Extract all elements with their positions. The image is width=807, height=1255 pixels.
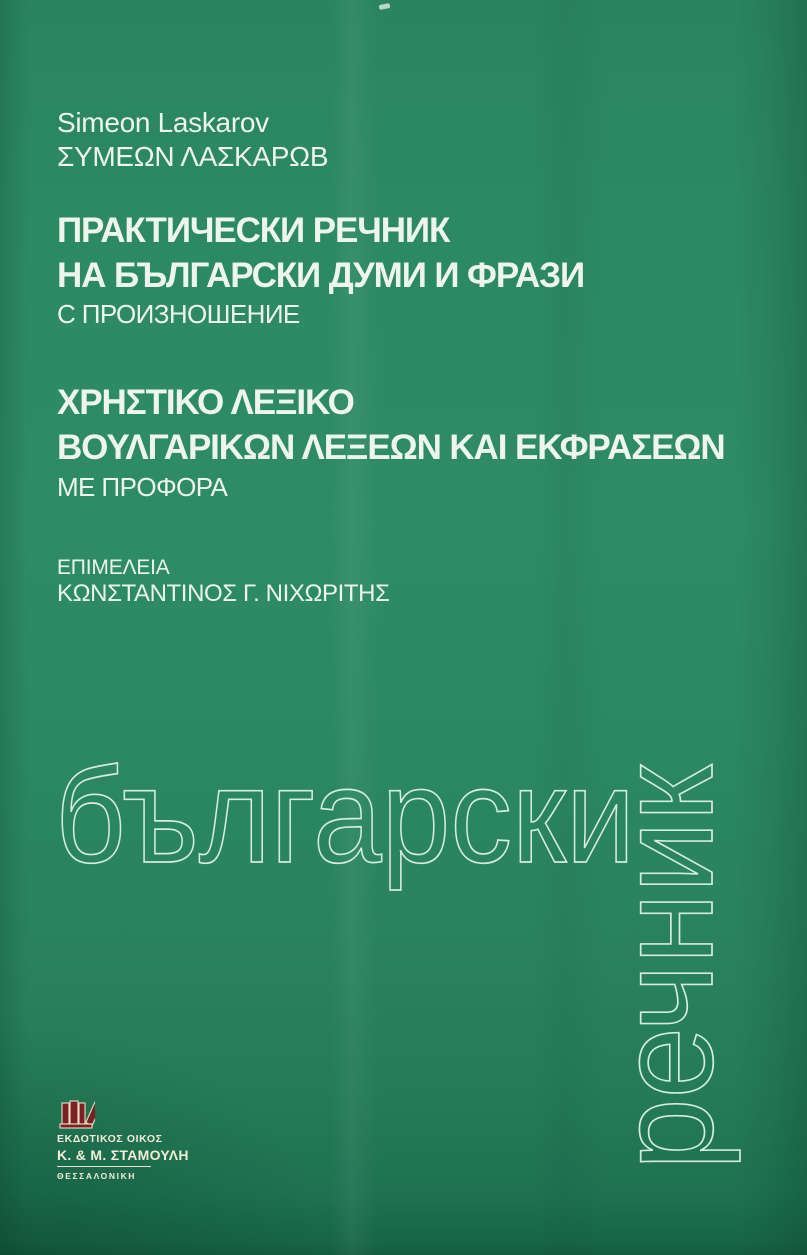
- bulgarian-title-line2: НА БЪЛГАРСКИ ДУМИ И ФРАЗИ: [57, 256, 585, 295]
- editor-label: ΕΠΙΜΕΛΕΙΑ: [57, 556, 170, 579]
- watermark-horizontal-text: български: [55, 740, 635, 891]
- greek-title-subtitle: ΜΕ ΠΡΟΦΟΡΑ: [57, 472, 228, 502]
- stacked-books-logo-icon: [59, 1098, 95, 1130]
- author-name-latin: Simeon Laskarov: [57, 107, 269, 138]
- editor-name: ΚΩΝΣΤΑΝΤΙΝΟΣ Γ. ΝΙΧΩΡΙΤΗΣ: [57, 580, 390, 607]
- publisher-divider: [57, 1166, 151, 1167]
- watermark-word-horizontal: [50, 730, 650, 970]
- author-name-greek: ΣΥΜΕΩΝ ΛΑΣΚΑΡΩΒ: [57, 141, 329, 172]
- publisher-name-line2: Κ. & Μ. ΣΤΑΜΟΥΛΗ: [57, 1147, 189, 1163]
- watermark-vertical-text: речник: [590, 744, 741, 1170]
- greek-title-line1: ΧΡΗΣΤΙΚΟ ΛΕΞΙΚΟ: [57, 383, 354, 422]
- publisher-name-line1: ΕΚΔΟΤΙΚΟΣ ΟΙΚΟΣ: [57, 1133, 163, 1145]
- publisher-city: ΘΕΣΣΑΛΟΝΙΚΗ: [57, 1171, 137, 1181]
- bulgarian-title-line1: ПРАКТИЧЕСКИ РЕЧНИК: [57, 211, 450, 250]
- publisher-block: [57, 1098, 189, 1181]
- greek-title-line2: ΒΟΥΛΓΑΡΙΚΩΝ ΛΕΞΕΩΝ ΚΑΙ ΕΚΦΡΑΣΕΩΝ: [57, 428, 725, 467]
- watermark-word-vertical: [588, 744, 758, 1228]
- bulgarian-title-subtitle: С ПРОИЗНОШЕНИЕ: [57, 299, 300, 329]
- scan-speck: [379, 3, 391, 10]
